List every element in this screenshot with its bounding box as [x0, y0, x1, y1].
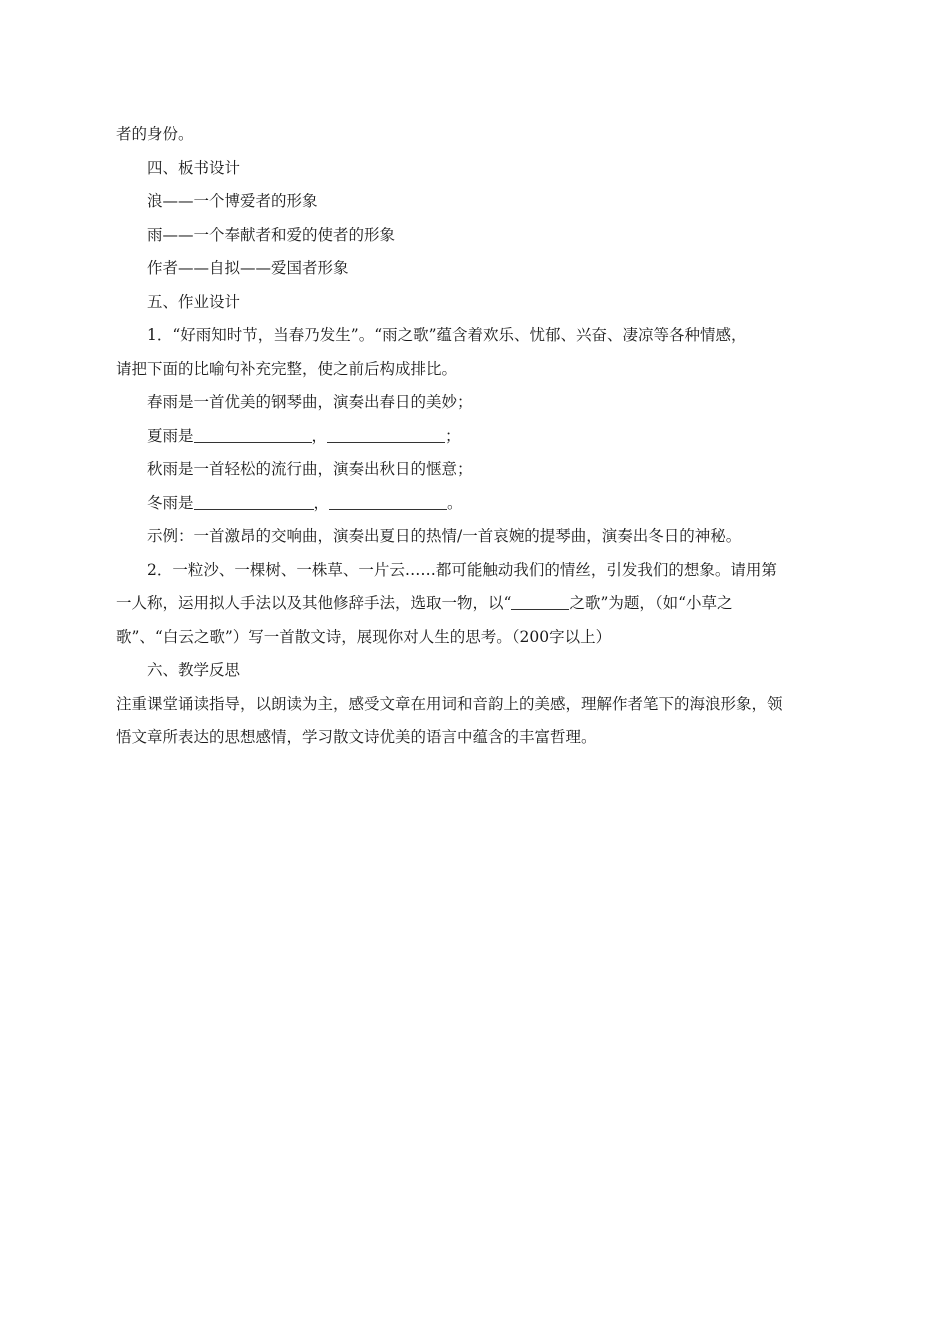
- exercise-line: [116, 554, 838, 588]
- text-segment: 夏雨是: [147, 426, 194, 445]
- text-segment: 冬雨是: [147, 493, 194, 512]
- text-segment: 一人称，运用拟人手法以及其他修辞手法，选取一物，以“: [116, 594, 512, 612]
- text-segment: 作者——自拟——爱国者形象: [147, 259, 349, 277]
- metaphor-line: [116, 386, 838, 420]
- text-segment: 请把下面的比喻句补充完整，使之前后构成排比。: [116, 359, 458, 378]
- metaphor-line: [116, 487, 838, 521]
- text-segment: ；: [445, 426, 461, 445]
- exercise-line: [116, 621, 838, 655]
- section-heading: [116, 286, 838, 320]
- text-segment: 悟文章所表达的思想感情，学习散文诗优美的语言中蕴含的丰富哲理。: [116, 728, 597, 746]
- text-segment: 。: [447, 493, 463, 512]
- board-design-line: [116, 219, 838, 253]
- metaphor-line: [116, 453, 838, 487]
- exercise-line: [116, 319, 838, 353]
- text-segment: 示例：一首激昂的交响曲，演奏出夏日的热情/一首哀婉的提琴曲，演奏出冬日的神秘。: [147, 527, 742, 545]
- metaphor-line: [116, 420, 838, 454]
- reflection-line: [116, 688, 838, 722]
- section-heading: [116, 152, 838, 186]
- board-design-line: [116, 252, 838, 286]
- reflection-line: [116, 721, 838, 755]
- answer-blank[interactable]: [511, 591, 569, 610]
- answer-blank[interactable]: [327, 424, 445, 443]
- text-segment: 之歌”为题，（如“小草之: [569, 594, 733, 612]
- answer-blank[interactable]: [194, 424, 312, 443]
- example-line: [116, 520, 838, 554]
- text-segment: 注重课堂诵读指导，以朗读为主，感受文章在用词和音韵上的美感，理解作者笔下的海浪形象，领: [116, 694, 783, 713]
- document-body: [116, 118, 838, 755]
- text-segment: 雨——一个奉献者和爱的使者的形象: [147, 225, 396, 244]
- section-heading: [116, 654, 838, 688]
- section-heading-text: 四、板书设计: [147, 158, 241, 177]
- text-segment: 2．一粒沙、一棵树、一株草、一片云……都可能触动我们的情丝，引发我们的想象。请用第: [147, 560, 777, 579]
- text-line: [116, 118, 838, 152]
- text-segment: 浪——一个博爱者的形象: [147, 192, 318, 210]
- exercise-line: [116, 587, 838, 621]
- answer-blank[interactable]: [329, 491, 447, 510]
- section-heading-text: 五、作业设计: [147, 292, 241, 311]
- section-heading-text: 六、教学反思: [147, 661, 241, 679]
- text-segment: 春雨是一首优美的钢琴曲，演奏出春日的美妙；: [147, 393, 473, 411]
- exercise-line: [116, 353, 838, 387]
- text-segment: ，: [313, 493, 330, 512]
- text-segment: 歌”、“白云之歌”）写一首散文诗，展现你对人生的思考。（200字以上）: [116, 627, 612, 646]
- answer-blank[interactable]: [194, 491, 314, 510]
- text-segment: 秋雨是一首轻松的流行曲，演奏出秋日的惬意；: [147, 460, 473, 478]
- board-design-line: [116, 185, 838, 219]
- text-segment: 者的身份。: [116, 125, 194, 143]
- text-segment: 1．“好雨知时节，当春乃发生”。“雨之歌”蕴含着欢乐、忧郁、兴奋、凄凉等各种情感，: [147, 326, 747, 344]
- text-segment: ，: [311, 426, 328, 445]
